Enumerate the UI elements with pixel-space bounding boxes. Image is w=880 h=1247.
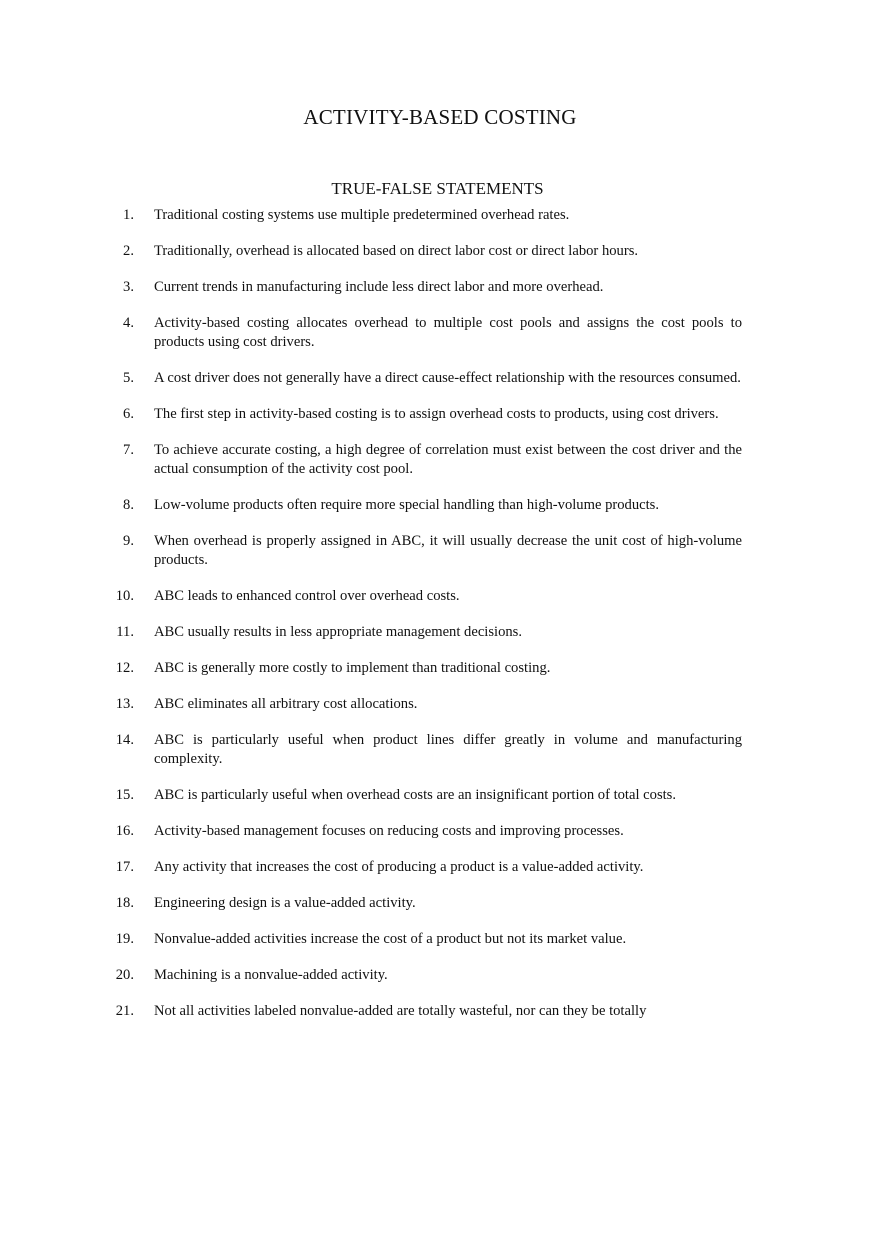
statement-text: Activity-based costing allocates overhead to multiple cost pools and assigns the cost pools to products using cost drivers. xyxy=(154,315,742,350)
statement-text: Traditional costing systems use multiple predetermined overhead rates. xyxy=(154,207,570,223)
statement-item xyxy=(0,858,880,877)
statement-text: To achieve accurate costing, a high degree of correlation must exist between the cost driver and the actual consumption of the activity cost pool. xyxy=(154,442,742,477)
statement-number: 6. xyxy=(123,406,134,422)
statement-number: 1. xyxy=(123,207,134,223)
statement-number: 7. xyxy=(123,442,134,458)
statement-number: 9. xyxy=(123,533,134,549)
statement-number: 13. xyxy=(115,696,134,712)
statement-number: 18. xyxy=(115,895,134,911)
statement-item xyxy=(0,966,880,985)
statement-number: 19. xyxy=(115,931,134,947)
statement-item xyxy=(0,532,880,570)
statement-number: 8. xyxy=(123,497,134,513)
statement-item xyxy=(0,930,880,949)
statement-text: ABC eliminates all arbitrary cost allocations. xyxy=(154,696,418,712)
statement-number: 5. xyxy=(123,370,134,386)
statement-number: 21. xyxy=(115,1003,134,1019)
statement-item xyxy=(0,206,880,225)
statement-item xyxy=(0,894,880,913)
statement-item xyxy=(0,623,880,642)
section-heading: TRUE-FALSE STATEMENTS xyxy=(331,179,544,198)
statement-text: Low-volume products often require more special handling than high-volume products. xyxy=(154,497,659,513)
statement-number: 14. xyxy=(115,732,134,748)
statement-item xyxy=(0,278,880,297)
statement-item xyxy=(0,822,880,841)
statement-item xyxy=(0,314,880,352)
statement-text: ABC usually results in less appropriate management decisions. xyxy=(154,624,523,640)
statement-number: 12. xyxy=(115,660,134,676)
statement-item xyxy=(0,786,880,805)
statement-item xyxy=(0,695,880,714)
statement-item xyxy=(0,587,880,606)
statement-item xyxy=(0,405,880,424)
statement-text: ABC is generally more costly to implement than traditional costing. xyxy=(154,660,551,676)
statement-list xyxy=(0,206,880,1038)
statement-text: When overhead is properly assigned in ABC, it will usually decrease the unit cost of high-volume products. xyxy=(154,533,742,568)
statement-item xyxy=(0,496,880,515)
statement-number: 17. xyxy=(115,859,134,875)
statement-number: 11. xyxy=(116,624,134,640)
statement-text: Nonvalue-added activities increase the cost of a product but not its market value. xyxy=(154,931,627,947)
statement-text: A cost driver does not generally have a direct cause-effect relationship with the resources consumed. xyxy=(154,370,741,386)
statement-text: Current trends in manufacturing include less direct labor and more overhead. xyxy=(154,279,604,295)
statement-number: 16. xyxy=(115,823,134,839)
statement-text: Any activity that increases the cost of producing a product is a value-added activity. xyxy=(154,859,644,875)
statement-text: Activity-based management focuses on reducing costs and improving processes. xyxy=(154,823,624,839)
statement-text: The first step in activity-based costing is to assign overhead costs to products, using cost drivers. xyxy=(154,406,719,422)
statement-text: ABC is particularly useful when product lines differ greatly in volume and manufacturing complexity. xyxy=(154,732,742,767)
statement-item xyxy=(0,369,880,388)
statement-number: 2. xyxy=(123,243,134,259)
document-title: ACTIVITY-BASED COSTING xyxy=(303,105,577,129)
statement-text: Machining is a nonvalue-added activity. xyxy=(154,967,388,983)
statement-number: 3. xyxy=(123,279,134,295)
statement-item xyxy=(0,242,880,261)
statement-text: Engineering design is a value-added activity. xyxy=(154,895,416,911)
statement-item xyxy=(0,659,880,678)
statement-number: 20. xyxy=(115,967,134,983)
statement-number: 15. xyxy=(115,787,134,803)
statement-number: 10. xyxy=(115,588,134,604)
statement-item xyxy=(0,441,880,479)
statement-text: Not all activities labeled nonvalue-added are totally wasteful, nor can they be totally xyxy=(154,1003,647,1019)
statement-text: ABC is particularly useful when overhead costs are an insignificant portion of total costs. xyxy=(154,787,677,803)
statement-number: 4. xyxy=(123,315,134,331)
statement-text: Traditionally, overhead is allocated based on direct labor cost or direct labor hours. xyxy=(154,243,639,259)
statement-item xyxy=(0,1002,880,1021)
statement-item xyxy=(0,731,880,769)
statement-text: ABC leads to enhanced control over overhead costs. xyxy=(154,588,460,604)
